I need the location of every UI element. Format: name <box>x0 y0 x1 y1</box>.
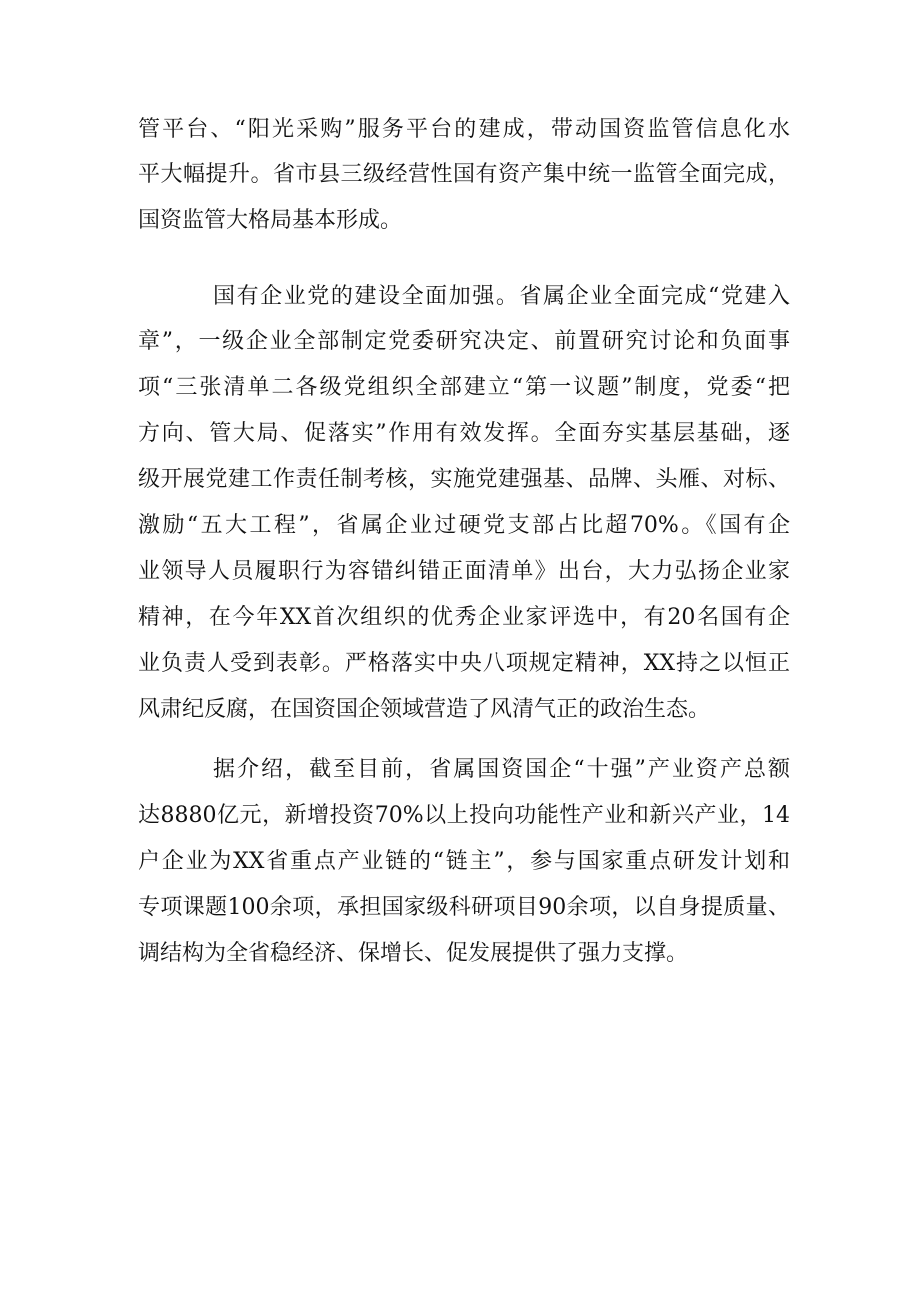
paragraph-2-line-10: 风肃纪反腐，在国资国企领域营造了风清气正的政治生态。 <box>138 697 711 722</box>
paragraph-3-line-1: 据介绍，截至目前，省属国资国企“十强”产业资产总额 <box>213 757 790 782</box>
paragraph-3-line-2: 达8880亿元，新增投资70%以上投向功能性产业和新兴产业，14 <box>138 803 790 828</box>
paragraph-2-line-3: 项“三张清单二各级党组织全部建立“第一议题”制度，党委“把 <box>138 375 790 400</box>
paragraph-2-line-6: 激励“五大工程”，省属企业过硬党支部占比超70%。《国有企 <box>138 513 790 538</box>
paragraph-2-line-1: 国有企业党的建设全面加强。省属企业全面完成“党建入 <box>213 284 790 309</box>
paragraph-3-line-5: 调结构为全省稳经济、保增长、促发展提供了强力支撑。 <box>138 941 689 966</box>
paragraph-2-line-8: 精神，在今年XX首次组织的优秀企业家评选中，有20名国有企 <box>138 605 790 630</box>
paragraph-1-line-3: 国资监管大格局基本形成。 <box>138 208 403 233</box>
paragraph-2-line-2: 章”，一级企业全部制定党委研究决定、前置研究讨论和负面事 <box>138 329 790 354</box>
paragraph-2-line-5: 级开展党建工作责任制考核，实施党建强基、品牌、头雁、对标、 <box>138 467 790 492</box>
paragraph-2-line-9: 业负责人受到表彰。严格落实中央八项规定精神，XX持之以恒正 <box>138 651 790 676</box>
paragraph-1-line-2: 平大幅提升。省市县三级经营性国有资产集中统一监管全面完成， <box>138 162 790 187</box>
paragraph-3-line-4: 专项课题100余项，承担国家级科研项目90余项，以自身提质量、 <box>138 895 790 920</box>
paragraph-1-line-1: 管平台、“阳光采购”服务平台的建成，带动国资监管信息化水 <box>138 117 790 142</box>
paragraph-2-line-7: 业领导人员履职行为容错纠错正面清单》出台，大力弘扬企业家 <box>138 559 790 584</box>
paragraph-2-line-4: 方向、管大局、促落实”作用有效发挥。全面夯实基层基础，逐 <box>138 421 790 446</box>
paragraph-3-line-3: 户企业为XX省重点产业链的“链主”，参与国家重点研发计划和 <box>138 849 790 874</box>
